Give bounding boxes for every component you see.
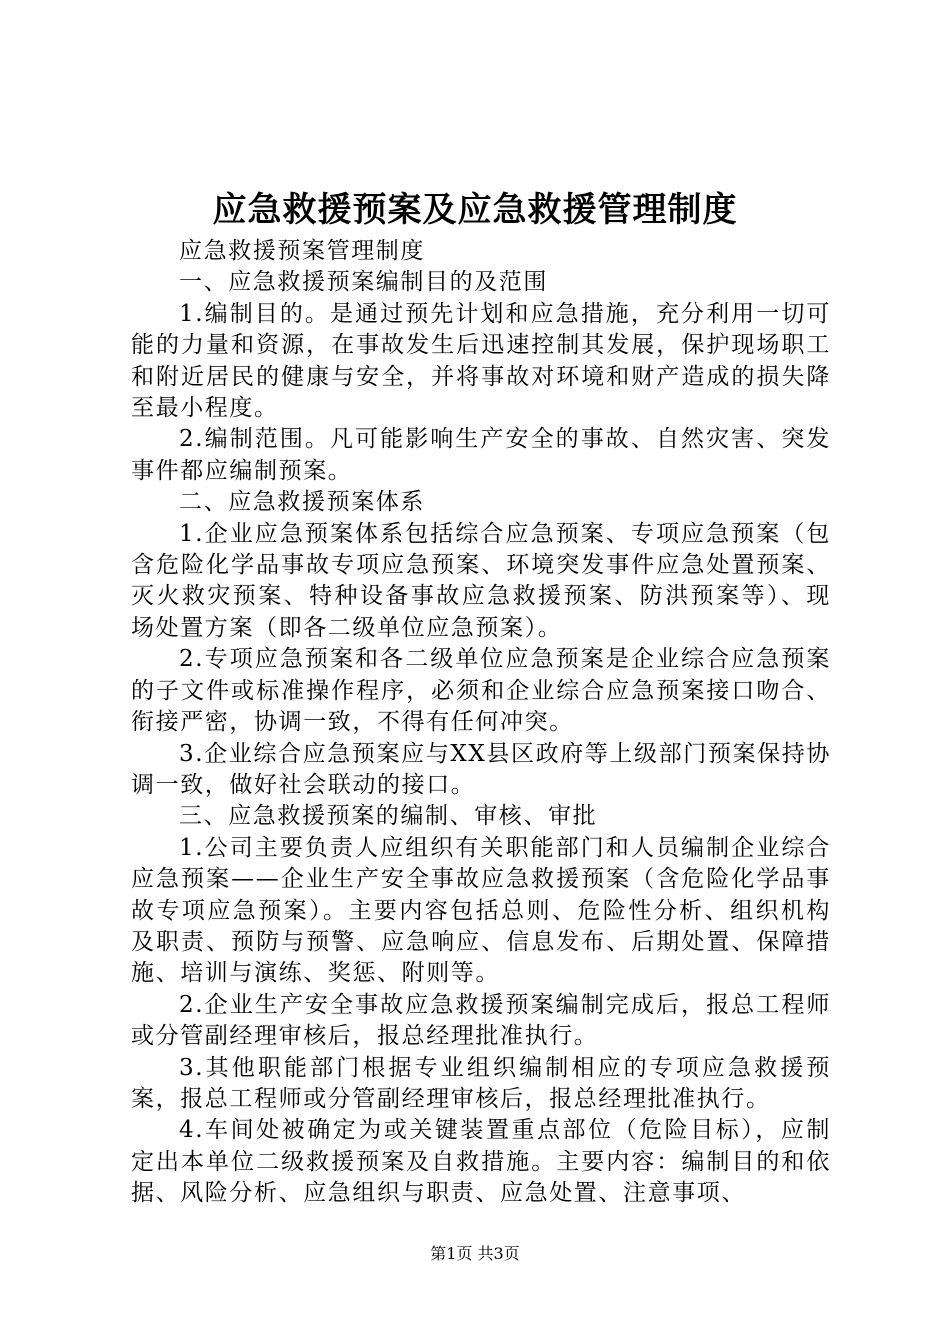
body-paragraph: 3.其他职能部门根据专业组织编制相应的专项应急救援预案，报总工程师或分管副经理审核后，报总经理批准执行。 bbox=[131, 1054, 831, 1112]
document-body bbox=[131, 236, 831, 1210]
document-title: 应急救援预案及应急救援管理制度 bbox=[212, 190, 738, 230]
section-heading: 三、应急救援预案的编制、审核、审批 bbox=[179, 803, 598, 830]
section-heading: 二、应急救援预案体系 bbox=[179, 489, 425, 516]
body-paragraph: 2.编制范围。凡可能影响生产安全的事故、自然灾害、突发事件都应编制预案。 bbox=[131, 426, 831, 484]
body-paragraph: 3.企业综合应急预案应与XX县区政府等上级部门预案保持协调一致，做好社会联动的接口。 bbox=[131, 740, 831, 798]
page-number-footer: 第1页 共3页 bbox=[430, 1244, 520, 1263]
section-heading: 一、应急救援预案编制目的及范围 bbox=[179, 269, 548, 296]
body-paragraph: 1.公司主要负责人应组织有关职能部门和人员编制企业综合应急预案——企业生产安全事故应急救援预案（含危险化学品事故专项应急预案）。主要内容包括总则、危险性分析、组织机构及职责、预防与预警、应急响应、信息发布、后期处置、保障措施、培训与演练、奖惩、附则等。 bbox=[131, 834, 831, 987]
body-paragraph: 1.企业应急预案体系包括综合应急预案、专项应急预案（包含危险化学品事故专项应急预案、环境突发事件应急处置预案、灭火救灾预案、特种设备事故应急救援预案、防洪预案等）、现场处置方案（即各二级单位应急预案）。 bbox=[131, 520, 831, 641]
body-paragraph: 1.编制目的。是通过预先计划和应急措施，充分利用一切可能的力量和资源，在事故发生后迅速控制其发展，保护现场职工和附近居民的健康与安全，并将事故对环境和财产造成的损失降至最小程度。 bbox=[131, 300, 831, 422]
body-paragraph: 2.专项应急预案和各二级单位应急预案是企业综合应急预案的子文件或标准操作程序，必须和企业综合应急预案接口吻合、衔接严密，协调一致，不得有任何冲突。 bbox=[131, 646, 831, 736]
body-paragraph: 2.企业生产安全事故应急救援预案编制完成后，报总工程师或分管副经理审核后，报总经理批准执行。 bbox=[131, 991, 831, 1050]
body-paragraph: 4.车间处被确定为或关键装置重点部位（危险目标），应制定出本单位二级救援预案及自救措施。主要内容：编制目的和依据、风险分析、应急组织与职责、应急处置、注意事项、 bbox=[131, 1117, 831, 1207]
section-heading: 应急救援预案管理制度 bbox=[179, 238, 425, 264]
